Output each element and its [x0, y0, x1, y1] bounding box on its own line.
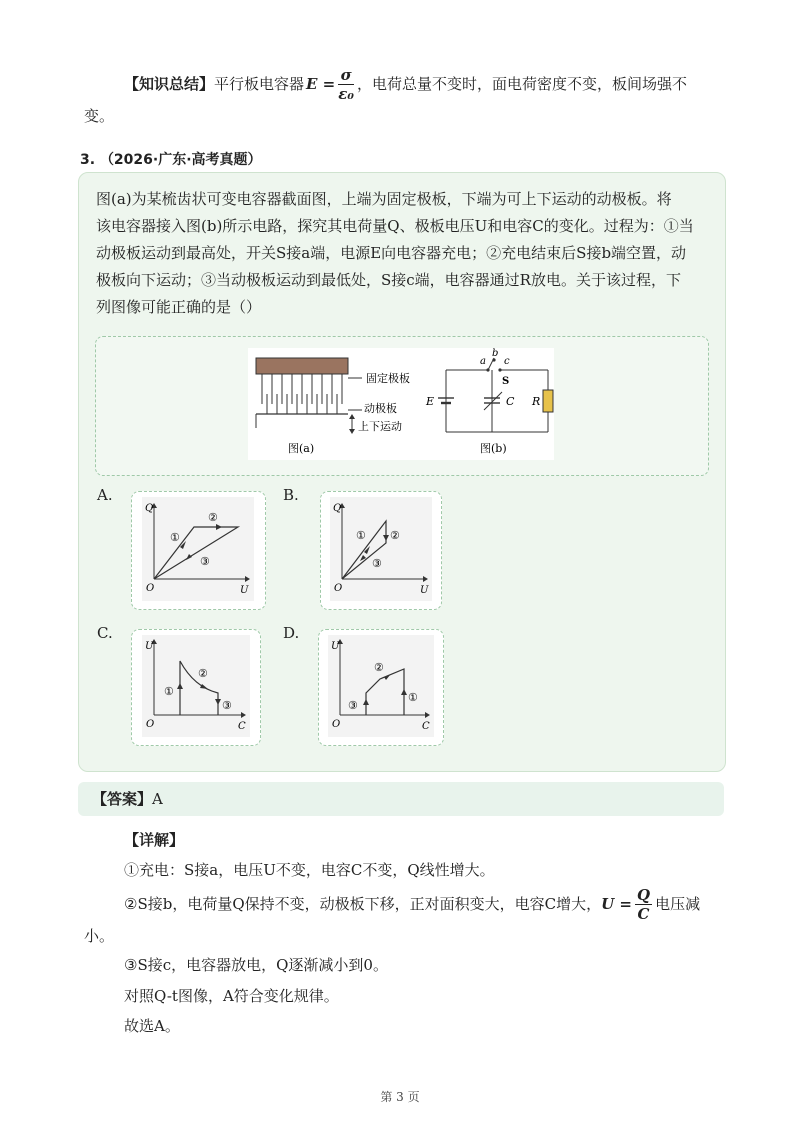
contact-c-dot [498, 368, 501, 371]
mark-1: ① [170, 531, 180, 544]
fixed-plate-shape [256, 358, 348, 374]
answer-bar [78, 782, 724, 816]
explanation-fraction-denominator: C [637, 904, 650, 923]
knowledge-summary [124, 64, 687, 104]
summary-fraction [338, 66, 354, 103]
graph-background [330, 497, 432, 601]
summary-text: 平行板电容器 [214, 75, 305, 93]
graph-background [142, 497, 254, 601]
mark-2: ② [208, 511, 218, 524]
explanation-line-4: 对照Q-t图像，A符合变化规律。 [124, 987, 339, 1005]
option-b-label[interactable]: B. [283, 486, 299, 504]
fig-a-label-fixed: 固定极板 [366, 372, 410, 385]
graph-background [142, 635, 250, 737]
mark-1: ① [408, 691, 418, 704]
resistor-shape [543, 390, 553, 412]
circuit-label-e: E [426, 395, 435, 408]
mark-3: ③ [348, 699, 358, 712]
stem-line: 极板向下运动；③当动极板运动到最低处，S接c端，电容器通过R放电。关于该过程，下 [96, 271, 681, 289]
origin-label: O [332, 719, 341, 730]
x-axis-label: U [240, 585, 249, 596]
circuit-label-s: S [502, 376, 510, 387]
option-a-graph [142, 497, 254, 601]
x-axis-label: C [422, 721, 430, 732]
option-a-label[interactable]: A. [97, 486, 113, 504]
mark-2: ② [390, 529, 400, 542]
y-axis-label: Q [145, 503, 154, 514]
origin-label: O [334, 583, 343, 594]
explanation-label: 【详解】 [124, 831, 185, 849]
circuit-label-c-cap: C [506, 395, 515, 408]
contact-a-dot [486, 368, 489, 371]
circuit-label-a: a [480, 356, 486, 367]
explanation-line-2-text: ②S接b，电荷量Q保持不变，动极板下移，正对面积变大，电容C增大， [124, 895, 602, 913]
summary-label: 【知识总结】 [124, 75, 215, 93]
x-axis-label: C [238, 721, 246, 732]
explanation-line-1: ①充电：S接a，电压U不变，电容C不变，Q线性增大。 [124, 861, 495, 879]
explanation-fraction [635, 886, 652, 923]
origin-label: O [146, 719, 155, 730]
question-number: 3. [80, 152, 96, 168]
option-b-graph [330, 497, 432, 601]
fig-a-label-moving: 动极板 [364, 402, 397, 415]
mark-1: ① [356, 529, 366, 542]
explanation-fraction-numerator: Q [636, 885, 651, 904]
question-header [80, 148, 262, 172]
explanation-line-5: 故选A。 [124, 1017, 180, 1035]
explanation-formula-lhs: U = [601, 895, 632, 913]
question-stem [96, 186, 694, 321]
explanation-line-2-after: 电压减 [655, 895, 701, 913]
stem-line: 该电容器接入图(b)所示电路，探究其电荷量Q、极板电压U和电容C的变化。过程为：①当 [96, 217, 694, 235]
graph-background [328, 635, 434, 737]
summary-text-after: ，电荷总量不变时，面电荷密度不变，板间场强不 [356, 75, 687, 93]
circuit-label-r: R [532, 395, 541, 408]
mark-1: ① [164, 685, 174, 698]
y-axis-label: U [331, 641, 340, 652]
page-number: 第 3 页 [380, 1090, 420, 1104]
option-d-graph [328, 635, 434, 737]
explanation-line-2-cont: 小。 [84, 927, 115, 945]
answer-label: 【答案】 [92, 790, 153, 808]
stem-line: 动极板运动到最高处，开关S接a端，电源E向电容器充电；②充电结束后S接b端空置，动 [96, 244, 687, 262]
fig-a-caption: 图(a) [288, 442, 315, 455]
stem-line: 列图像可能正确的是（） [96, 298, 262, 316]
answer-value: A [152, 790, 163, 808]
y-axis-label: Q [333, 503, 342, 514]
circuit-label-c: c [504, 356, 510, 367]
origin-label: O [146, 583, 155, 594]
fig-b-caption: 图(b) [480, 442, 507, 455]
figure-diagram [248, 348, 554, 460]
option-c-label[interactable]: C. [97, 624, 113, 642]
mark-3: ③ [372, 557, 382, 570]
mark-2: ② [198, 667, 208, 680]
option-c-graph [142, 635, 250, 737]
summary-formula-lhs: E = [306, 75, 336, 93]
summary-fraction-numerator: σ [338, 66, 354, 85]
x-axis-label: U [420, 585, 429, 596]
summary-fraction-denominator: ε₀ [338, 84, 354, 103]
mark-3: ③ [200, 555, 210, 568]
stem-line: 图(a)为某梳齿状可变电容器截面图，上端为固定极板，下端为可上下运动的动极板。将 [96, 190, 672, 208]
explanation-line-3: ③S接c，电容器放电，Q逐渐减小到0。 [124, 956, 388, 974]
option-d-label[interactable]: D. [283, 624, 300, 642]
fig-a-label-motion: 上下运动 [358, 420, 402, 433]
explanation-line-2 [124, 882, 700, 926]
answer [92, 787, 163, 811]
mark-3: ③ [222, 699, 232, 712]
mark-2: ② [374, 661, 384, 674]
circuit-label-b: b [492, 348, 499, 359]
question-source: （2026·广东·高考真题） [99, 152, 262, 168]
summary-line2: 变。 [84, 107, 115, 125]
y-axis-label: U [145, 641, 154, 652]
